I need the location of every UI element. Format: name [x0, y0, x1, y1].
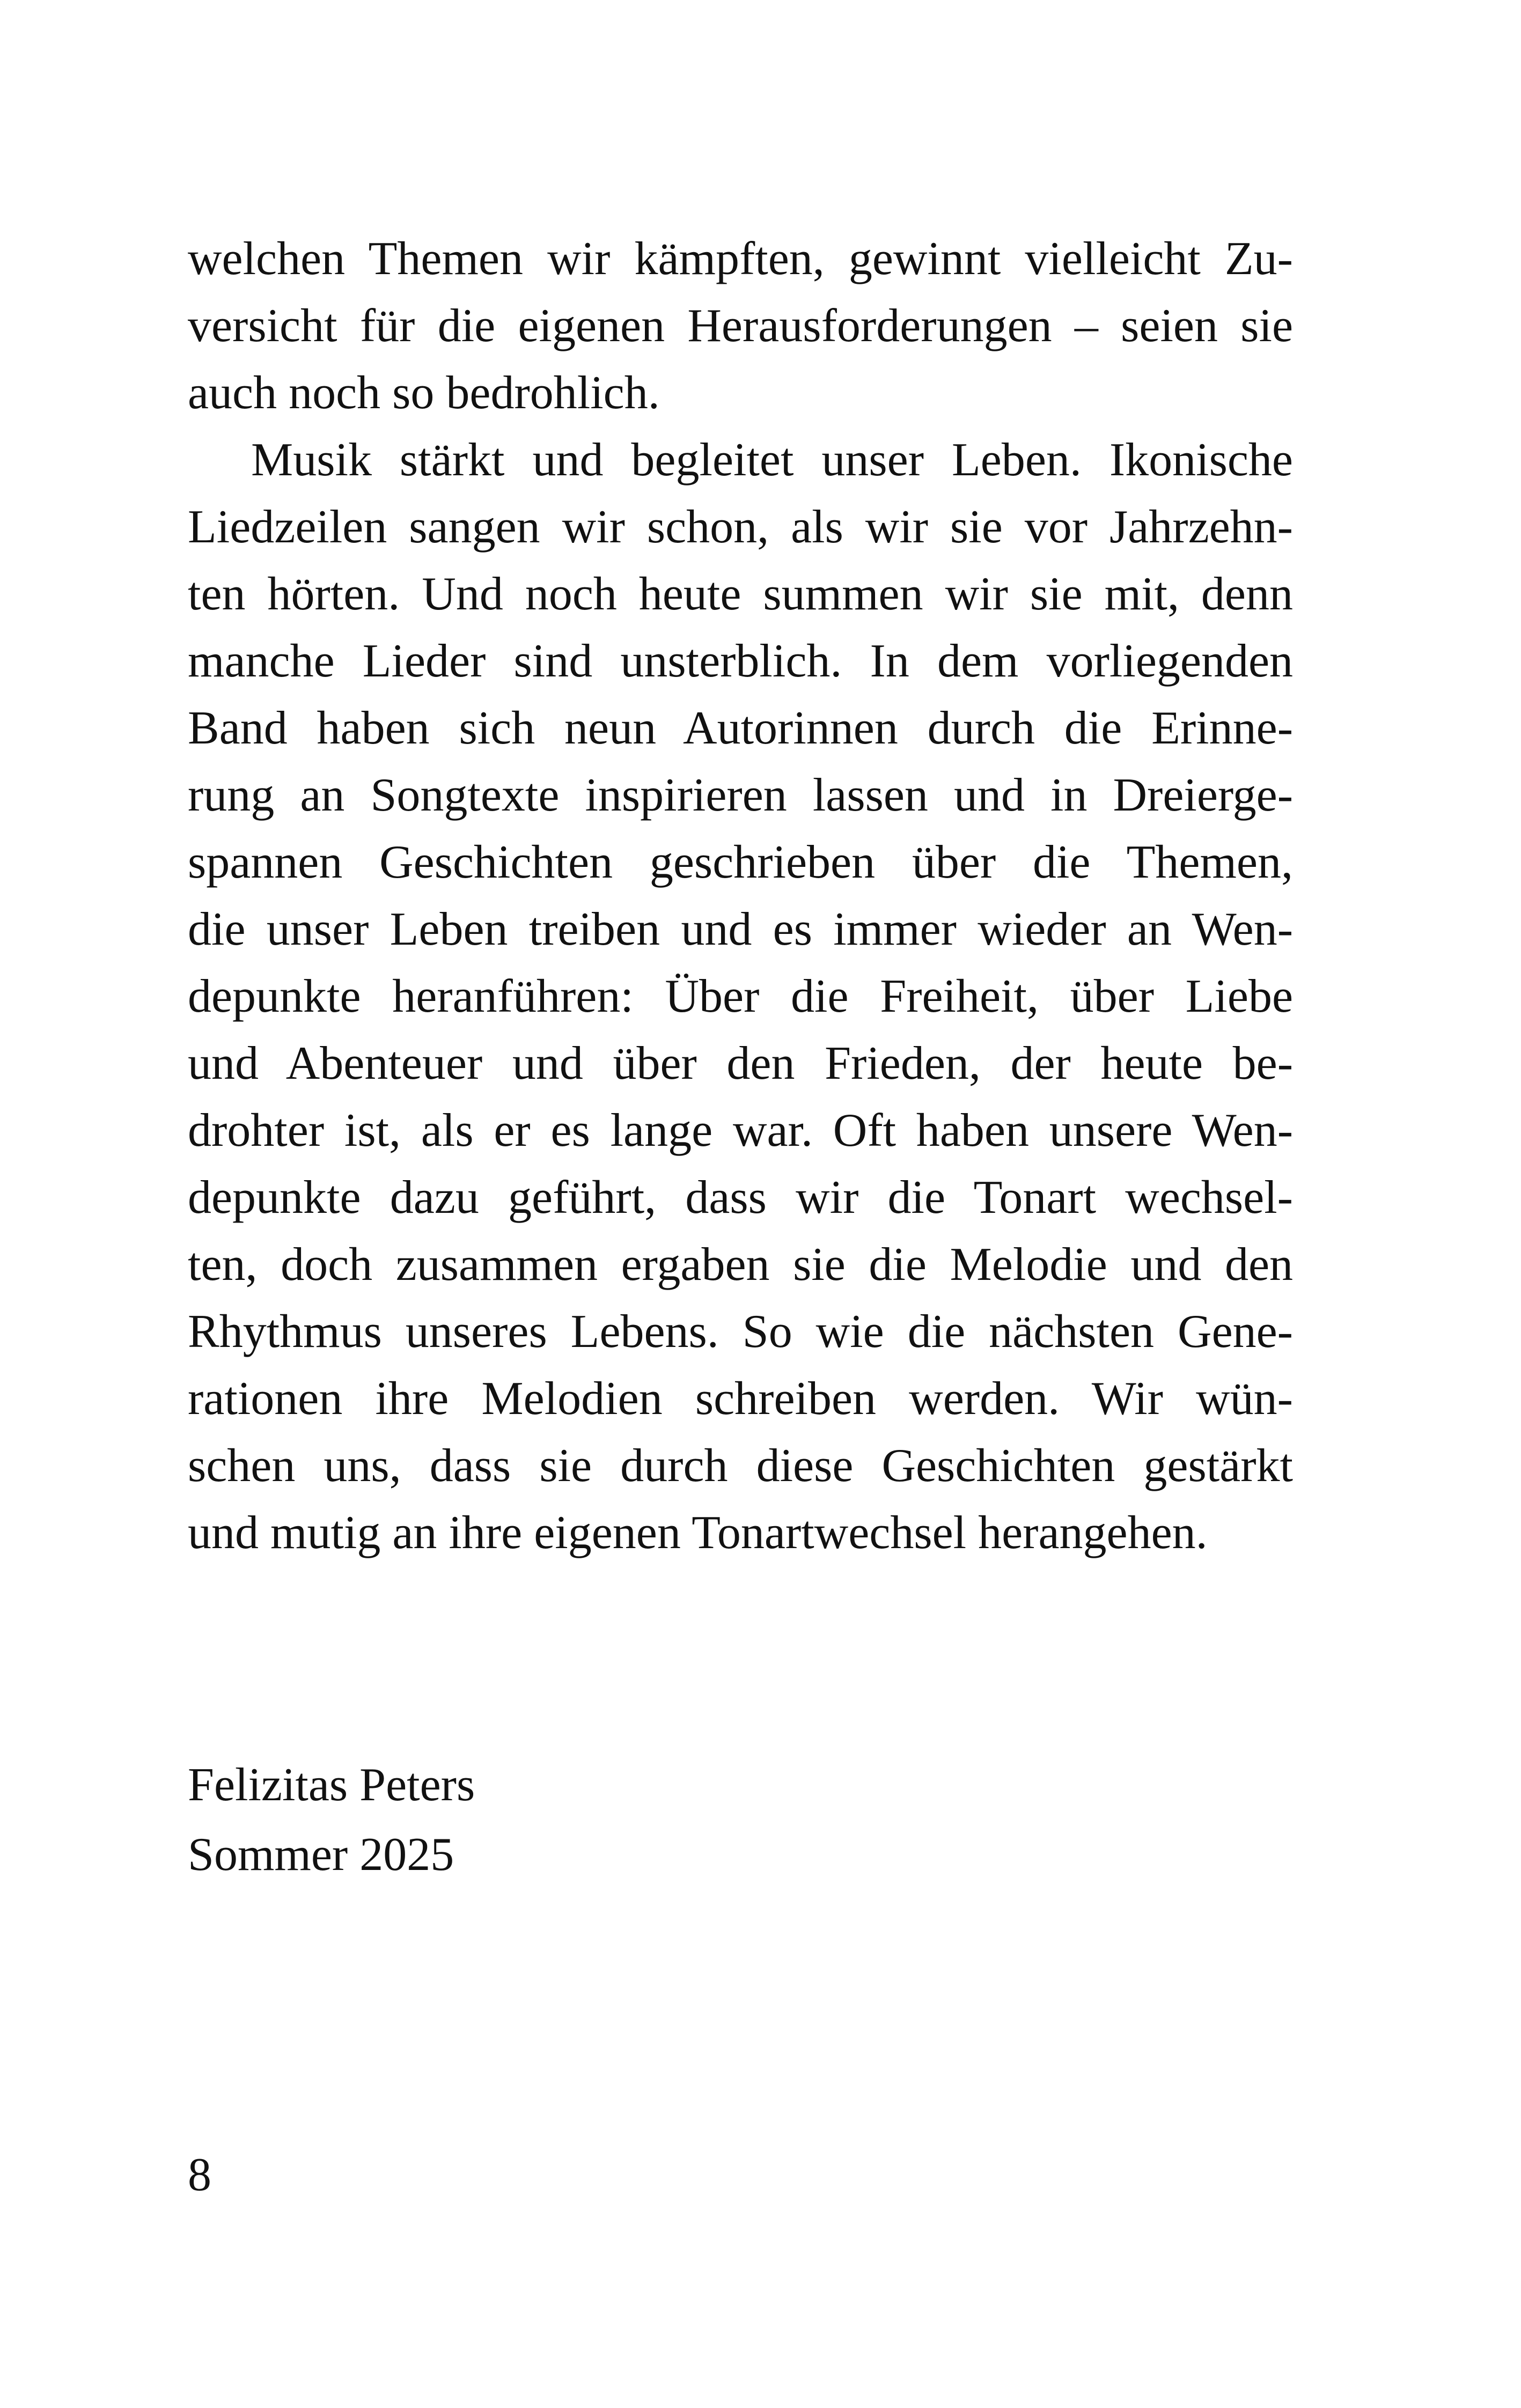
text-line: welchen Themen wir kämpften, gewinnt vielleicht Zu- [188, 233, 1293, 285]
author-name: Felizitas Peters [188, 1759, 475, 1811]
text-line: schen uns, dass sie durch diese Geschichten gestärkt [188, 1440, 1293, 1492]
signature-block [188, 1750, 475, 1890]
text-line: und mutig an ihre eigenen Tonartwechsel herangehen. [188, 1507, 1208, 1559]
text-line: versicht für die eigenen Herausforderungen – seien sie [188, 300, 1293, 352]
text-line: drohter ist, als er es lange war. Oft haben unsere Wen- [188, 1104, 1293, 1157]
text-line: und Abenteuer und über den Frieden, der heute be- [188, 1037, 1293, 1089]
text-line: depunkte dazu geführt, dass wir die Tonart wechsel- [188, 1172, 1293, 1224]
text-line: Band haben sich neun Autorinnen durch die Erinne- [188, 702, 1293, 754]
signature-date: Sommer 2025 [188, 1829, 454, 1881]
text-line: rung an Songtexte inspirieren lassen und in Dreierge- [188, 769, 1293, 821]
text-line: auch noch so bedrohlich. [188, 367, 660, 419]
text-line: rationen ihre Melodien schreiben werden. Wir wün- [188, 1373, 1293, 1425]
text-line: Musik stärkt und begleitet unser Leben. Ikonische [251, 434, 1293, 486]
text-line: spannen Geschichten geschrieben über die Themen, [188, 836, 1293, 888]
body-text [188, 225, 1293, 1566]
text-line: Liedzeilen sangen wir schon, als wir sie vor Jahrzehn- [188, 501, 1293, 553]
text-line: ten, doch zusammen ergaben sie die Melodie und den [188, 1239, 1293, 1291]
text-line: Rhythmus unseres Lebens. So wie die nächsten Gene- [188, 1306, 1293, 1358]
text-line: depunkte heranführen: Über die Freiheit, über Liebe [188, 970, 1293, 1022]
page-number: 8 [188, 2149, 211, 2201]
text-line: manche Lieder sind unsterblich. In dem vorliegenden [188, 635, 1293, 687]
text-line: die unser Leben treiben und es immer wieder an Wen- [188, 903, 1293, 955]
text-line: ten hörten. Und noch heute summen wir sie mit, denn [188, 568, 1293, 620]
